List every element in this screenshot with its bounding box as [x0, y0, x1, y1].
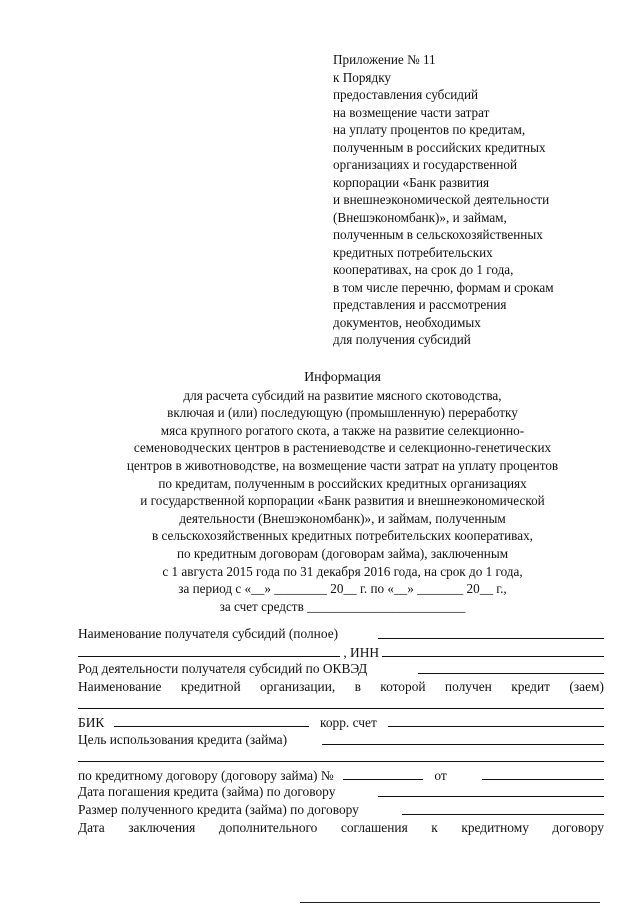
info-line: по кредитным договорам (договорам займа), заключенным: [176, 545, 509, 561]
loan-purpose-line-row: [78, 748, 604, 766]
okved-field[interactable]: [418, 660, 604, 674]
appendix-line: для получения субсидий: [333, 332, 471, 347]
bank-name-row: [78, 678, 604, 696]
page-bottom-divider: [300, 902, 600, 903]
contract-number-field[interactable]: [343, 766, 423, 780]
info-line: включая и (или) последующую (промышленную) переработку: [167, 405, 518, 421]
info-block: [60, 369, 625, 615]
info-title: Информация: [304, 370, 381, 385]
info-line: мяса крупного рогатого скота, а также на развитие селекционно-: [160, 422, 525, 438]
info-line: центров в животноводстве, на возмещение части затрат на уплату процентов: [126, 457, 559, 473]
recipient-name-label: Наименование получателя субсидий (полное): [78, 626, 339, 641]
bank-name-word: получен: [444, 678, 492, 694]
loan-purpose-field[interactable]: [322, 731, 604, 745]
appendix-line: полученным в российских кредитных: [333, 139, 546, 155]
appendix-line: на уплату процентов по кредитам,: [333, 122, 526, 137]
supplementary-word: договору: [552, 819, 604, 835]
okved-row: [78, 660, 604, 678]
bank-name-word: кредитной: [180, 678, 241, 694]
loan-amount-label: Размер полученного кредита (займа) по договору: [78, 801, 359, 817]
info-line: для расчета субсидий на развитие мясного скотоводства,: [183, 387, 502, 403]
loan-amount-row: [78, 801, 604, 819]
supplementary-word: соглашения: [340, 819, 408, 835]
bank-name-word: (заем): [569, 678, 604, 694]
bank-name-word: кредит: [511, 678, 551, 694]
supplementary-word: заключения: [128, 819, 196, 835]
appendix-line: корпорации «Банк развития: [333, 174, 490, 190]
appendix-line: документов, необходимых: [333, 314, 481, 330]
supplementary-word: кредитному: [461, 819, 529, 835]
appendix-line: и внешнеэкономической деятельности: [333, 192, 550, 207]
appendix-line: кредитных потребительских: [333, 244, 493, 260]
appendix-line: на возмещение части затрат: [333, 104, 490, 120]
recipient-name-row: [78, 625, 604, 643]
recipient-name-field[interactable]: [378, 625, 604, 639]
inn-field[interactable]: [382, 643, 604, 657]
loan-purpose-label: Цель использования кредита (займа): [78, 731, 288, 747]
bank-name-word: организации,: [259, 678, 336, 694]
bik-field[interactable]: [114, 713, 309, 727]
appendix-block: [333, 51, 623, 349]
recipient-name-continuation-field[interactable]: [78, 643, 340, 657]
appendix-line: полученным в сельскохозяйственных: [333, 227, 543, 242]
info-line: и государственной корпорации «Банк развития и внешнеэкономической: [140, 493, 545, 509]
contract-date-field[interactable]: [482, 766, 604, 780]
corr-account-field[interactable]: [388, 713, 604, 727]
appendix-line: к Порядку: [333, 69, 392, 85]
contract-label: по кредитному договору (договору займа) №: [78, 767, 334, 783]
contract-from-label: от: [434, 767, 447, 783]
inn-row: [78, 643, 604, 661]
appendix-line: предоставления субсидий: [333, 87, 479, 102]
form-block: [78, 625, 604, 836]
bank-name-line-row: [78, 695, 604, 713]
repayment-date-row: [78, 783, 604, 801]
loan-purpose-row: [78, 731, 604, 749]
info-line: деятельности (Внешэкономбанк)», и займам, полученным: [179, 510, 506, 526]
period-line: за период с «__» ________ 20__ г. по «__» _______ 20__ г.,: [178, 581, 507, 597]
inn-label: , ИНН: [343, 644, 380, 660]
appendix-line: (Внешэкономбанк)», и займам,: [333, 209, 507, 225]
supplementary-agreement-row: [78, 819, 604, 837]
corr-account-label: корр. счет: [320, 714, 377, 730]
supplementary-word: к: [431, 819, 438, 835]
repayment-date-label: Дата погашения кредита (займа) по договору: [78, 784, 336, 800]
supplementary-word: Дата: [78, 819, 105, 835]
appendix-line: организациях и государственной: [333, 157, 518, 172]
info-line: по кредитам, полученным в российских кредитных организациях: [158, 475, 527, 491]
loan-purpose-continuation-field[interactable]: [78, 748, 604, 762]
loan-amount-field[interactable]: [402, 801, 604, 815]
supplementary-word: дополнительного: [218, 819, 318, 835]
info-line: семеноводческих центров в растениеводстве и селекционно-генетических: [133, 440, 552, 456]
info-line: в сельскохозяйственных кредитных потребительских кооперативах,: [152, 528, 533, 544]
appendix-line: в том числе перечню, формам и срокам: [333, 279, 554, 295]
repayment-date-field[interactable]: [378, 783, 604, 797]
appendix-line: Приложение № 11: [333, 52, 436, 67]
appendix-line: представления и рассмотрения: [333, 297, 507, 312]
bank-name-word: в: [354, 678, 361, 694]
funding-source-line: за счет средств ________________________: [219, 598, 466, 614]
bik-row: [78, 713, 604, 731]
bik-label: БИК: [78, 714, 105, 730]
bank-name-field[interactable]: [78, 695, 604, 709]
bank-name-word: Наименование: [78, 678, 162, 694]
appendix-line: кооперативах, на срок до 1 года,: [333, 262, 514, 277]
okved-label: Род деятельности получателя субсидий по ОКВЭД: [78, 661, 368, 677]
contract-row: [78, 766, 604, 784]
info-line: с 1 августа 2015 года по 31 декабря 2016 года, на срок до 1 года,: [162, 563, 523, 579]
bank-name-word: которой: [380, 678, 426, 694]
